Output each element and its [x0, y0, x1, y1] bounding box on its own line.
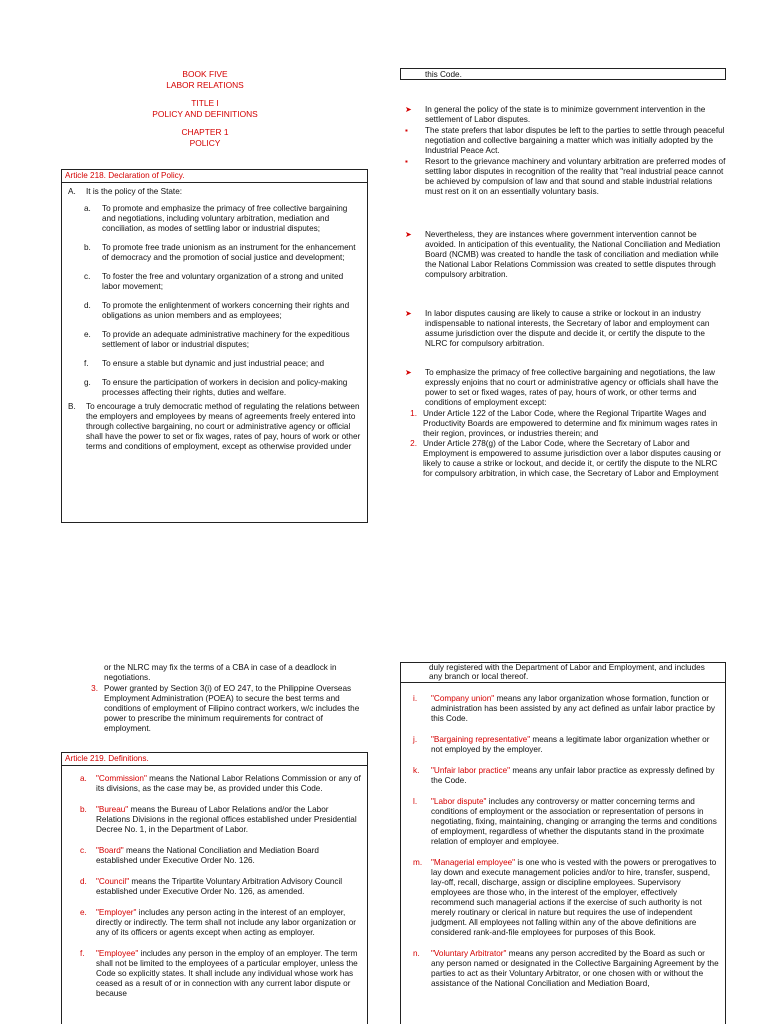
bullet-text: Nevertheless, they are instances where government intervention cannot be avoided. In anticipation of this eventuality, the National Conciliation and Mediation Board (NCMB) was created to handle the task of conciliation and mediation while the National Labor Relations Commission was created to settle disputes through compulsory arbitration. [425, 230, 721, 279]
item-label: a. [84, 204, 91, 213]
definition-item [76, 949, 361, 999]
article-219-box [61, 752, 368, 1024]
def-label: i. [413, 693, 418, 703]
bullet-item [405, 368, 727, 408]
list-item [84, 330, 361, 350]
def-label: e. [80, 908, 87, 917]
item-label: d. [84, 301, 91, 310]
policy-notes-1 [405, 105, 727, 198]
definition-item [76, 774, 361, 794]
continuation-box-top [400, 68, 726, 80]
def-text: includes any person in the employ of an employer. The term shall not be limited to the employees of a particular employer, unless the Code so explicitly states. It shall include any individual whose work has ceased as a result of or in connection with any current labor dispute or because [96, 949, 358, 998]
def-term: "Voluntary Arbitrator" [431, 948, 507, 958]
chapter-number: CHAPTER 1 [181, 127, 229, 137]
def-label: b. [80, 805, 87, 814]
book-number: BOOK FIVE [182, 69, 228, 79]
item-label: c. [84, 272, 91, 281]
arrow-bullet-icon: ➤ [405, 368, 412, 377]
def-text: means any person accredited by the Board as such or any person named or designated in the Collective Bargaining Agreement by the parties to act as their Voluntary Arbitrator, or one chosen with or without the assistance of the National Conciliation and Mediation Board, [431, 948, 719, 988]
definition-item [409, 797, 719, 847]
def-term: "Bureau" [96, 805, 129, 814]
continuation-text: this Code. [425, 70, 462, 79]
def-label: n. [413, 948, 420, 958]
bullet-item [405, 105, 727, 125]
def-text: means a legitimate labor organization whether or not employed by the employer. [431, 734, 710, 754]
def-label: l. [413, 796, 418, 806]
numbered-item [405, 409, 727, 439]
arrow-bullet-icon: ➤ [405, 105, 412, 114]
def-text: means the National Conciliation and Mediation Board established under Executive Order No. 126. [96, 846, 319, 865]
num-text: Under Article 278(g) of the Labor Code, where the Secretary of Labor and Employment is empowered to assume jurisdiction over a labor disputes causing or likely to cause a strike or lockout, and decide it, or certify the dispute to the NLRC for compulsory arbitration, in which case, the Secretary of Labor and Employment [423, 439, 722, 478]
list-item [84, 272, 361, 292]
numbered-item [405, 439, 727, 479]
continuation-left-bottom [84, 663, 364, 734]
def-term: "Company union" [431, 693, 495, 703]
article-219-title: Article 219. Definitions. [62, 753, 367, 766]
article-218-box [61, 169, 368, 523]
continuation-text: duly registered with the Department of Labor and Employment, and includes any branch or local thereof. [401, 663, 725, 683]
def-term: "Council" [96, 877, 130, 886]
def-term: "Managerial employee" [431, 857, 516, 867]
title-name: POLICY AND DEFINITIONS [152, 108, 258, 119]
numbered-item [84, 684, 364, 734]
definitions-list [62, 766, 367, 1014]
item-label: g. [84, 378, 91, 387]
num-text: Power granted by Section 3(i) of EO 247, to the Philippine Overseas Employment Administration (POEA) to secure the best terms and conditions of employment of Filipino contract workers, w/c includes the power to prescribe the minimum requirements for contract of employment. [104, 684, 360, 733]
def-text: means the Tripartite Voluntary Arbitration Advisory Council established under Executive Order No. 126, as amended. [96, 877, 343, 896]
num-text: Under Article 122 of the Labor Code, where the Regional Tripartite Wages and Productivity Boards are empowered to determine and fix minimum wages rates in their region, provinces, or industries therein; and [423, 409, 718, 438]
definition-item [409, 858, 719, 938]
def-label: a. [80, 774, 87, 783]
bullet-text: To emphasize the primacy of free collective bargaining and negotiations, the law expressly enjoins that no court or administrative agency or officials shall have the power to set or fixed wages, rates of pay, hours of work, or other terms and conditions of employment except: [425, 368, 719, 407]
list-item [84, 359, 361, 369]
def-term: "Employee" [96, 949, 139, 958]
article-218-body [62, 183, 367, 465]
def-term: "Unfair labor practice" [431, 765, 511, 775]
square-bullet-icon: ▪ [405, 126, 408, 135]
policy-a [68, 187, 361, 197]
definition-item [76, 908, 361, 938]
def-label: m. [413, 857, 423, 867]
list-item [84, 243, 361, 263]
def-term: "Labor dispute" [431, 796, 487, 806]
bullet-item [405, 230, 727, 280]
policy-b-label: B. [68, 402, 76, 411]
definition-item [409, 766, 719, 786]
definition-item [76, 877, 361, 897]
item-text: To promote the enlightenment of workers concerning their rights and obligations as union members and as employees; [102, 301, 350, 320]
item-text: To ensure the participation of workers in decision and policy-making processes affecting their rights, duties and welfare. [102, 378, 348, 397]
item-text: To foster the free and voluntary organization of a strong and united labor movement; [102, 272, 344, 291]
bullet-text: In labor disputes causing are likely to cause a strike or lockout in an industry indispensable to national interests, the Secretary of labor and employment can assume jurisdiction over the dispute and decide it, or certify the dispute to the NLRC for compulsory arbitration. [425, 309, 710, 348]
article-218-title: Article 218. Declaration of Policy. [62, 170, 367, 183]
def-text: means any labor organization whose formation, function or administration has been assisted by any act defined as unfair labor practice by this Code. [431, 693, 715, 723]
definitions-list [401, 683, 725, 989]
chapter-name: POLICY [189, 137, 221, 148]
def-label: k. [413, 765, 420, 775]
policy-a-text: It is the policy of the State: [86, 187, 183, 196]
bullet-text: The state prefers that labor disputes be left to the parties to settle through peaceful negotiation and collective bargaining a matter which was initially adopted by the Industrial Peace Act. [425, 126, 725, 155]
num-label: 1. [410, 409, 417, 418]
list-item [84, 301, 361, 321]
policy-b [68, 402, 361, 452]
def-term: "Employer" [96, 908, 137, 917]
item-label: b. [84, 243, 91, 252]
list-item [84, 204, 361, 234]
item-label: e. [84, 330, 91, 339]
def-label: f. [80, 949, 85, 958]
bullet-item [405, 157, 727, 197]
def-label: d. [80, 877, 87, 886]
def-label: c. [80, 846, 87, 855]
def-text: means the Bureau of Labor Relations and/or the Labor Relations Divisions in the regional offices established under Presidential Decree No. 1, in the Department of Labor. [96, 805, 357, 834]
bullet-text: In general the policy of the state is to minimize government intervention in the settlement of Labor disputes. [425, 105, 706, 124]
arrow-bullet-icon: ➤ [405, 309, 412, 318]
item-text: To ensure a stable but dynamic and just industrial peace; and [102, 359, 325, 368]
def-text: means any unfair labor practice as expressly defined by the Code. [431, 765, 715, 785]
bullet-text: Resort to the grievance machinery and voluntary arbitration are preferred modes of settling labor disputes in recognition of the reality that "real industrial peace cannot be achieved by compulsion of law and that sound and stable industrial relations must rest on it on an essentially voluntary basis. [425, 157, 726, 196]
policy-b-text: To encourage a truly democratic method of regulating the relations between the employers and employees by means of agreements freely entered into through collective bargaining, no court or administrative agency or official shall have the power to set or fix wages, rates of pay, hours of work or other terms and conditions of employment, except as otherwise provided under [86, 402, 361, 451]
definition-item [76, 805, 361, 835]
bullet-item [405, 126, 727, 156]
title-number: TITLE I [191, 98, 219, 108]
item-text: To promote free trade unionism as an instrument for the enhancement of democracy and the promotion of social justice and development; [102, 243, 356, 262]
def-term: "Bargaining representative" [431, 734, 531, 744]
def-term: "Board" [96, 846, 124, 855]
book-title: LABOR RELATIONS [166, 79, 244, 90]
policy-notes-4 [405, 368, 727, 479]
continuation-text: or the NLRC may fix the terms of a CBA in case of a deadlock in negotiations. [104, 663, 337, 682]
def-label: j. [413, 734, 418, 744]
def-text: includes any person acting in the interest of an employer, directly or indirectly. The term shall not include any labor organization or any of its officers or agents except when acting as employer. [96, 908, 357, 937]
num-label: 3. [91, 684, 98, 693]
book-header [100, 69, 310, 148]
definition-item [76, 846, 361, 866]
square-bullet-icon: ▪ [405, 157, 408, 166]
item-text: To promote and emphasize the primacy of free collective bargaining and negotiations, including voluntary arbitration, mediation and conciliation, as modes of settling labor or industrial disputes; [102, 204, 348, 233]
def-text: is one who is vested with the powers or prerogatives to lay down and execute management policies and/or to hire, transfer, suspend, lay-off, recall, discharge, assign or discipline employees. Supervisory employees are those who, in the interest of the employer, effectively recommend such managerial actions if the exercise of such authority is not merely routinary or clerical in nature but requires the use of independent judgment. All employees not falling within any of the above definitions are considered rank-and-file employees for purposes of this Book. [431, 857, 717, 937]
bullet-item [405, 309, 727, 349]
num-label: 2. [410, 439, 417, 448]
list-item [84, 378, 361, 398]
def-text: includes any controversy or matter concerning terms and conditions of employment or the association or representation of persons in negotiating, fixing, maintaining, changing or arranging the terms and conditions of employment, regardless of whether the disputants stand in the proximate relation of employer and employee. [431, 796, 717, 846]
definition-item [409, 949, 719, 989]
policy-a-items [68, 204, 361, 398]
definitions-continued-box [400, 662, 726, 1024]
policy-a-label: A. [68, 187, 76, 196]
arrow-bullet-icon: ➤ [405, 230, 412, 239]
def-term: "Commission" [96, 774, 147, 783]
definition-item [409, 735, 719, 755]
def-text: means the National Labor Relations Commission or any of its divisions, as the case may be, as provided under this Code. [96, 774, 361, 793]
definition-item [409, 694, 719, 724]
item-label: f. [84, 359, 89, 368]
item-text: To provide an adequate administrative machinery for the expeditious settlement of labor or industrial disputes; [102, 330, 350, 349]
